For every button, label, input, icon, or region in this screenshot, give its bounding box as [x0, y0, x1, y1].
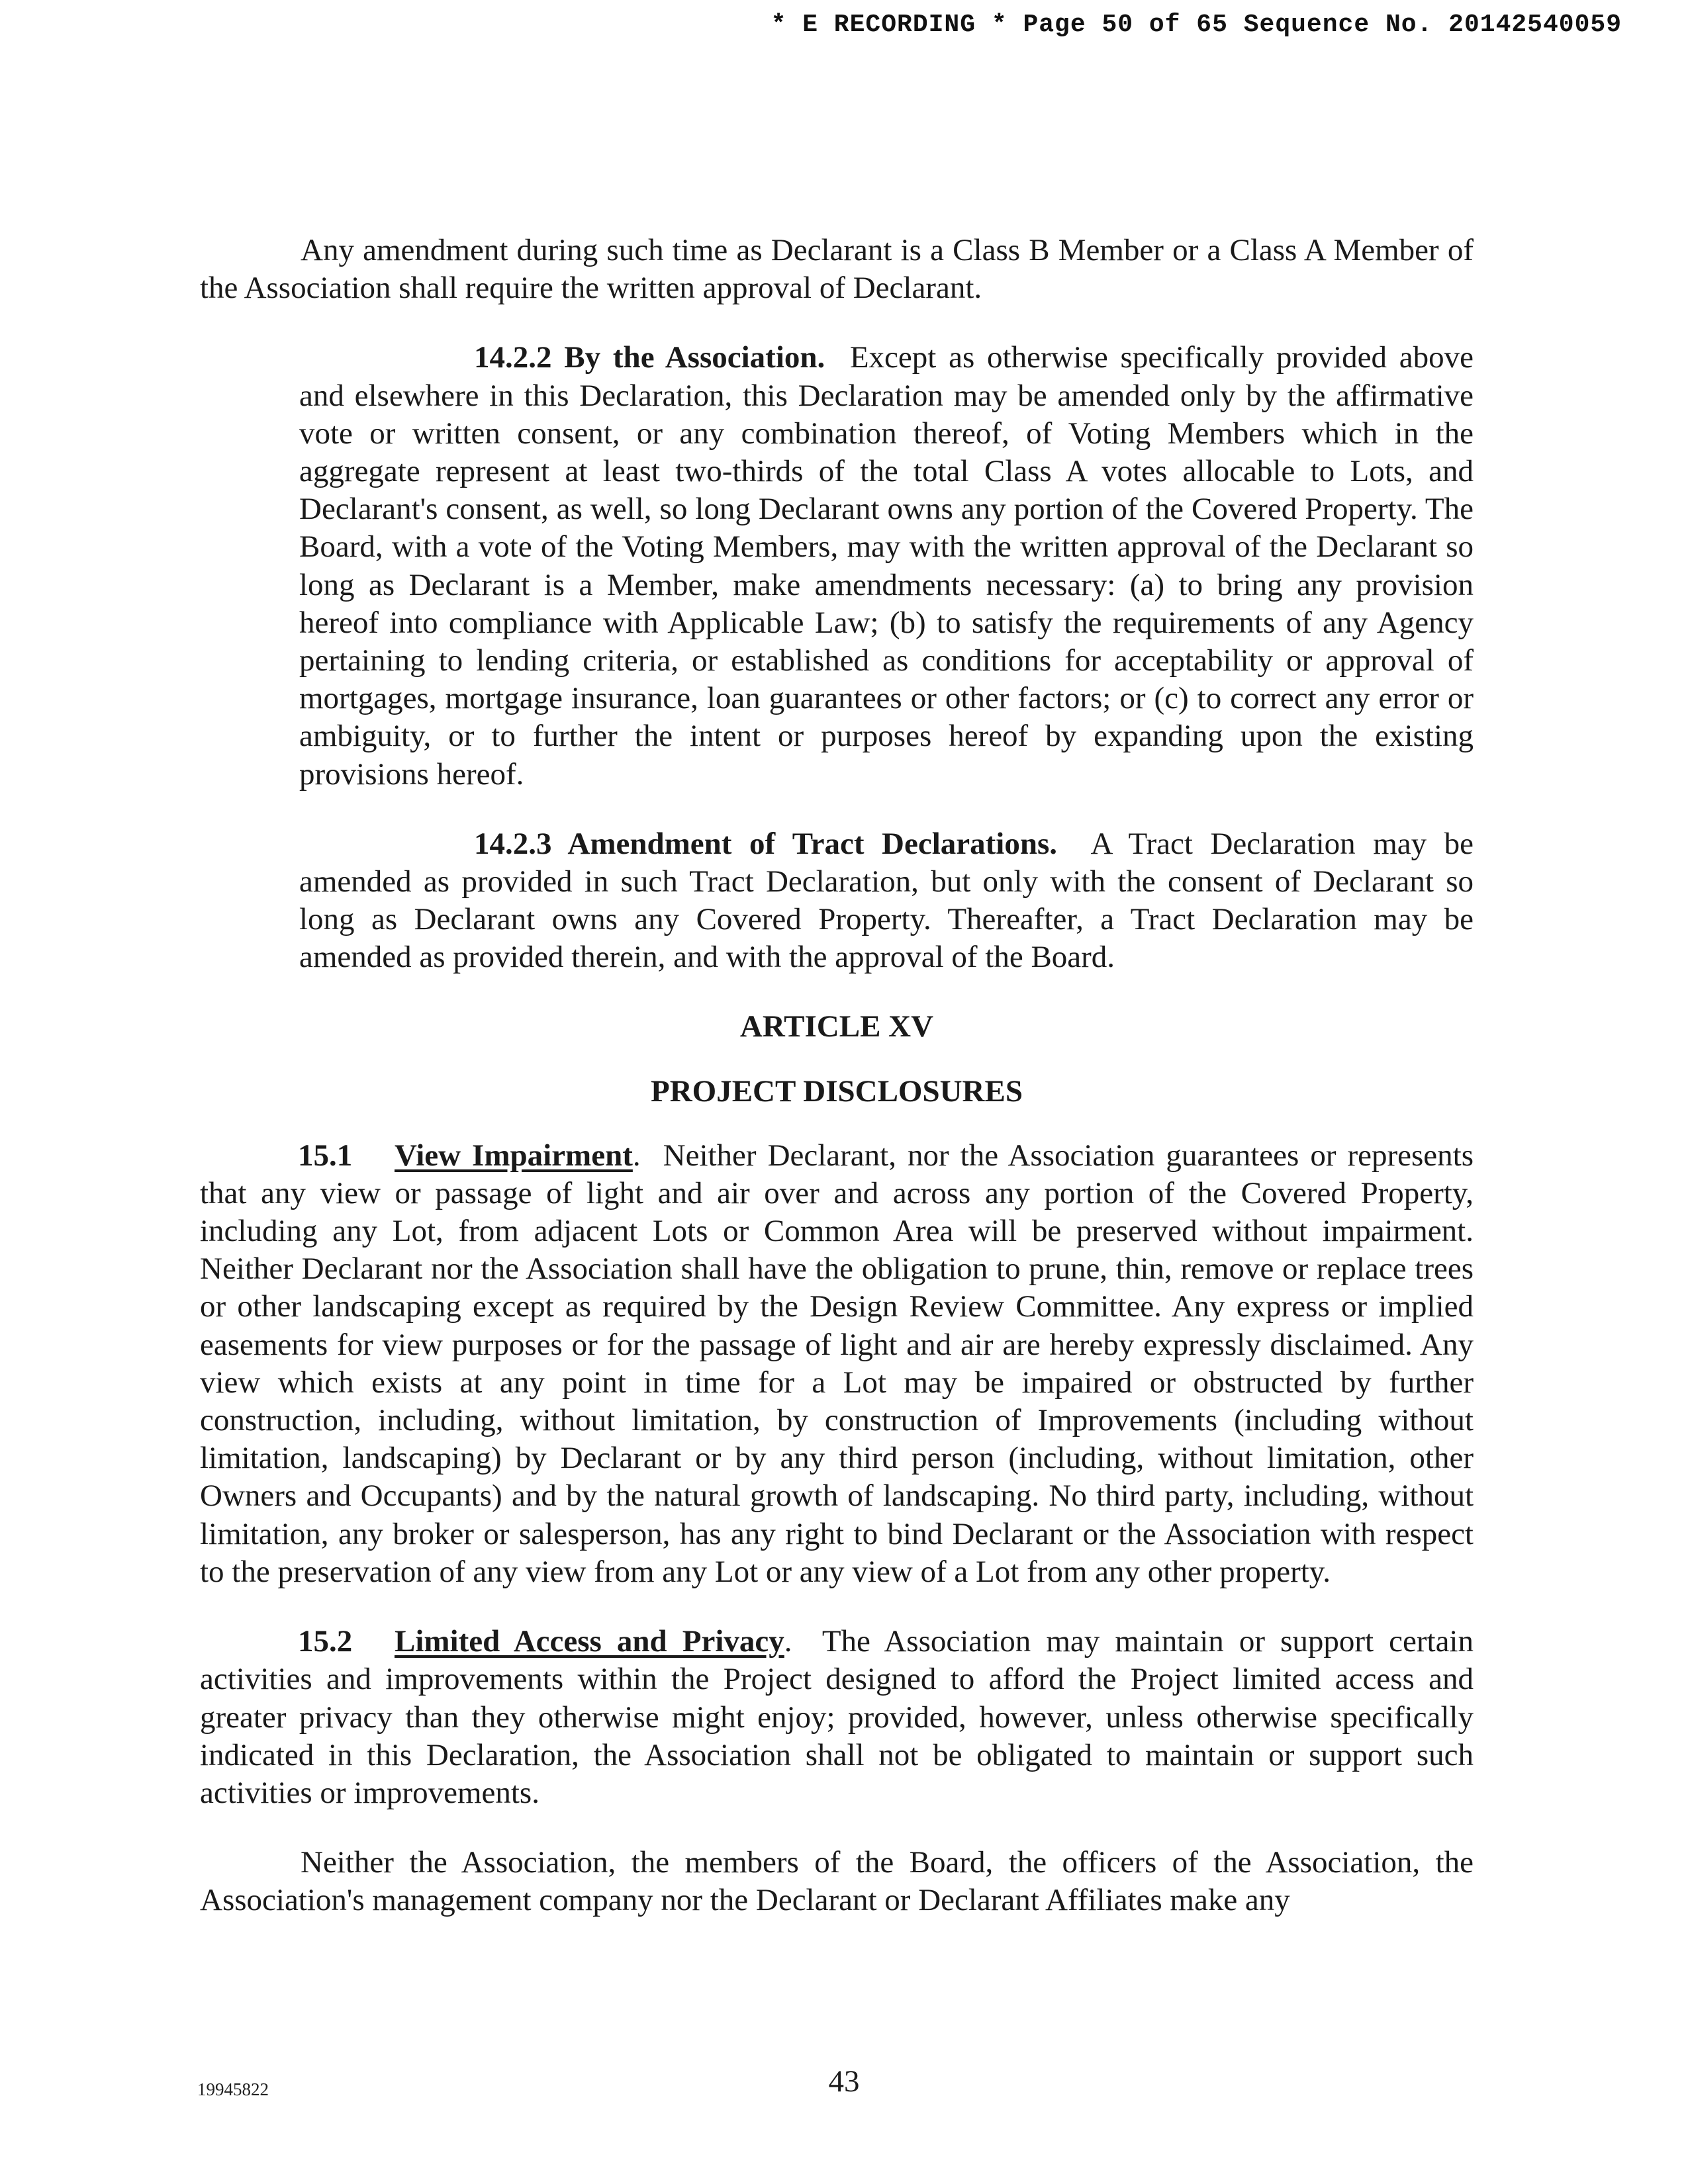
section-15-2-heading: Limited Access and Privacy	[395, 1624, 784, 1659]
heading-period: .	[784, 1624, 792, 1659]
section-14-2-3-text: A Tract Declaration may be amended as provided in such Tract Declaration, but only with the consent of Declarant so long as Declarant owns any Covered Property. Thereafter, a Tract Declaration may be amended as provided therein, and with the approval of the Board.	[299, 826, 1474, 975]
section-14-2-2	[299, 339, 1474, 793]
section-15-2-text: The Association may maintain or support certain activities and improvements within the Project designed to afford the Project limited access and greater privacy than they otherwise might enjoy; provided, however, unless otherwise specifically indicated in this Declaration, the Association shall not be obligated to maintain or support such activities or improvements.	[200, 1624, 1474, 1810]
article-title: PROJECT DISCLOSURES	[651, 1073, 1023, 1109]
heading-period: .	[1049, 826, 1058, 861]
section-15-1-number: 15.1	[298, 1138, 353, 1173]
section-15-1-heading: View Impairment	[395, 1138, 633, 1173]
footer-document-number: 19945822	[197, 2079, 269, 2099]
section-15-2	[200, 1623, 1474, 1812]
section-15-1	[200, 1137, 1474, 1591]
section-14-2-3-heading: 14.2.3 Amendment of Tract Declarations	[474, 826, 1050, 861]
footer-page-number: 43	[828, 2064, 860, 2099]
section-14-2-3	[299, 825, 1474, 977]
section-15-1-text: Neither Declarant, nor the Association guarantees or represents that any view or passage of light and air over and across any portion of the Covered Property, including any Lot, from adjacent Lots or Common Area will be preserved without impairment. Neither Declarant nor the Association shall have the obligation to prune, thin, remove or replace trees or other landscaping except as required by the Design Review Committee. Any express or implied easements for view purposes or for the passage of light and air are hereby expressly disclaimed. Any view which exists at any point in time for a Lot may be impaired or obstructed by further construction, including, without limitation, by construction of Improvements (including without limitation, landscaping) by Declarant or by any third person (including, without limitation, other Owners and Occupants) and by the natural growth of landscaping. No third party, including, without limitation, any broker or salesperson, has any right to bind Declarant or the Association with respect to the preservation of any view from any Lot or any view of a Lot from any other property.	[200, 1138, 1474, 1589]
intro-paragraph: Any amendment during such time as Declarant is a Class B Member or a Class A Member of the Association shall require the written approval of Declarant.	[200, 233, 1474, 306]
section-15-2-number: 15.2	[298, 1624, 353, 1659]
recording-header: * E RECORDING * Page 50 of 65 Sequence No. 20142540059	[771, 11, 1622, 39]
heading-period: .	[632, 1138, 641, 1173]
heading-period: .	[817, 340, 825, 375]
section-14-2-2-heading: 14.2.2 By the Association	[474, 340, 818, 375]
closing-paragraph: Neither the Association, the members of the Board, the officers of the Association, the Association's management company nor the Declarant or Declarant Affiliates make any	[200, 1845, 1474, 1918]
section-14-2-2-text: Except as otherwise specifically provided above and elsewhere in this Declaration, this Declaration may be amended only by the affirmative vote or written consent, or any combination thereof, of Voting Members which in the aggregate represent at least two-thirds of the total Class A votes allocable to Lots, and Declarant's consent, as well, so long Declarant owns any portion of the Covered Property. The Board, with a vote of the Voting Members, may with the written approval of the Declarant so long as Declarant is a Member, make amendments necessary: (a) to bring any provision hereof into compliance with Applicable Law; (b) to satisfy the requirements of any Agency pertaining to lending criteria, or established as conditions for acceptability or approval of mortgages, mortgage insurance, loan guarantees or other factors; or (c) to correct any error or ambiguity, or to further the intent or purposes hereof by expanding upon the existing provisions hereof.	[299, 340, 1474, 792]
article-number: ARTICLE XV	[739, 1009, 934, 1044]
document-body	[200, 232, 1474, 1952]
